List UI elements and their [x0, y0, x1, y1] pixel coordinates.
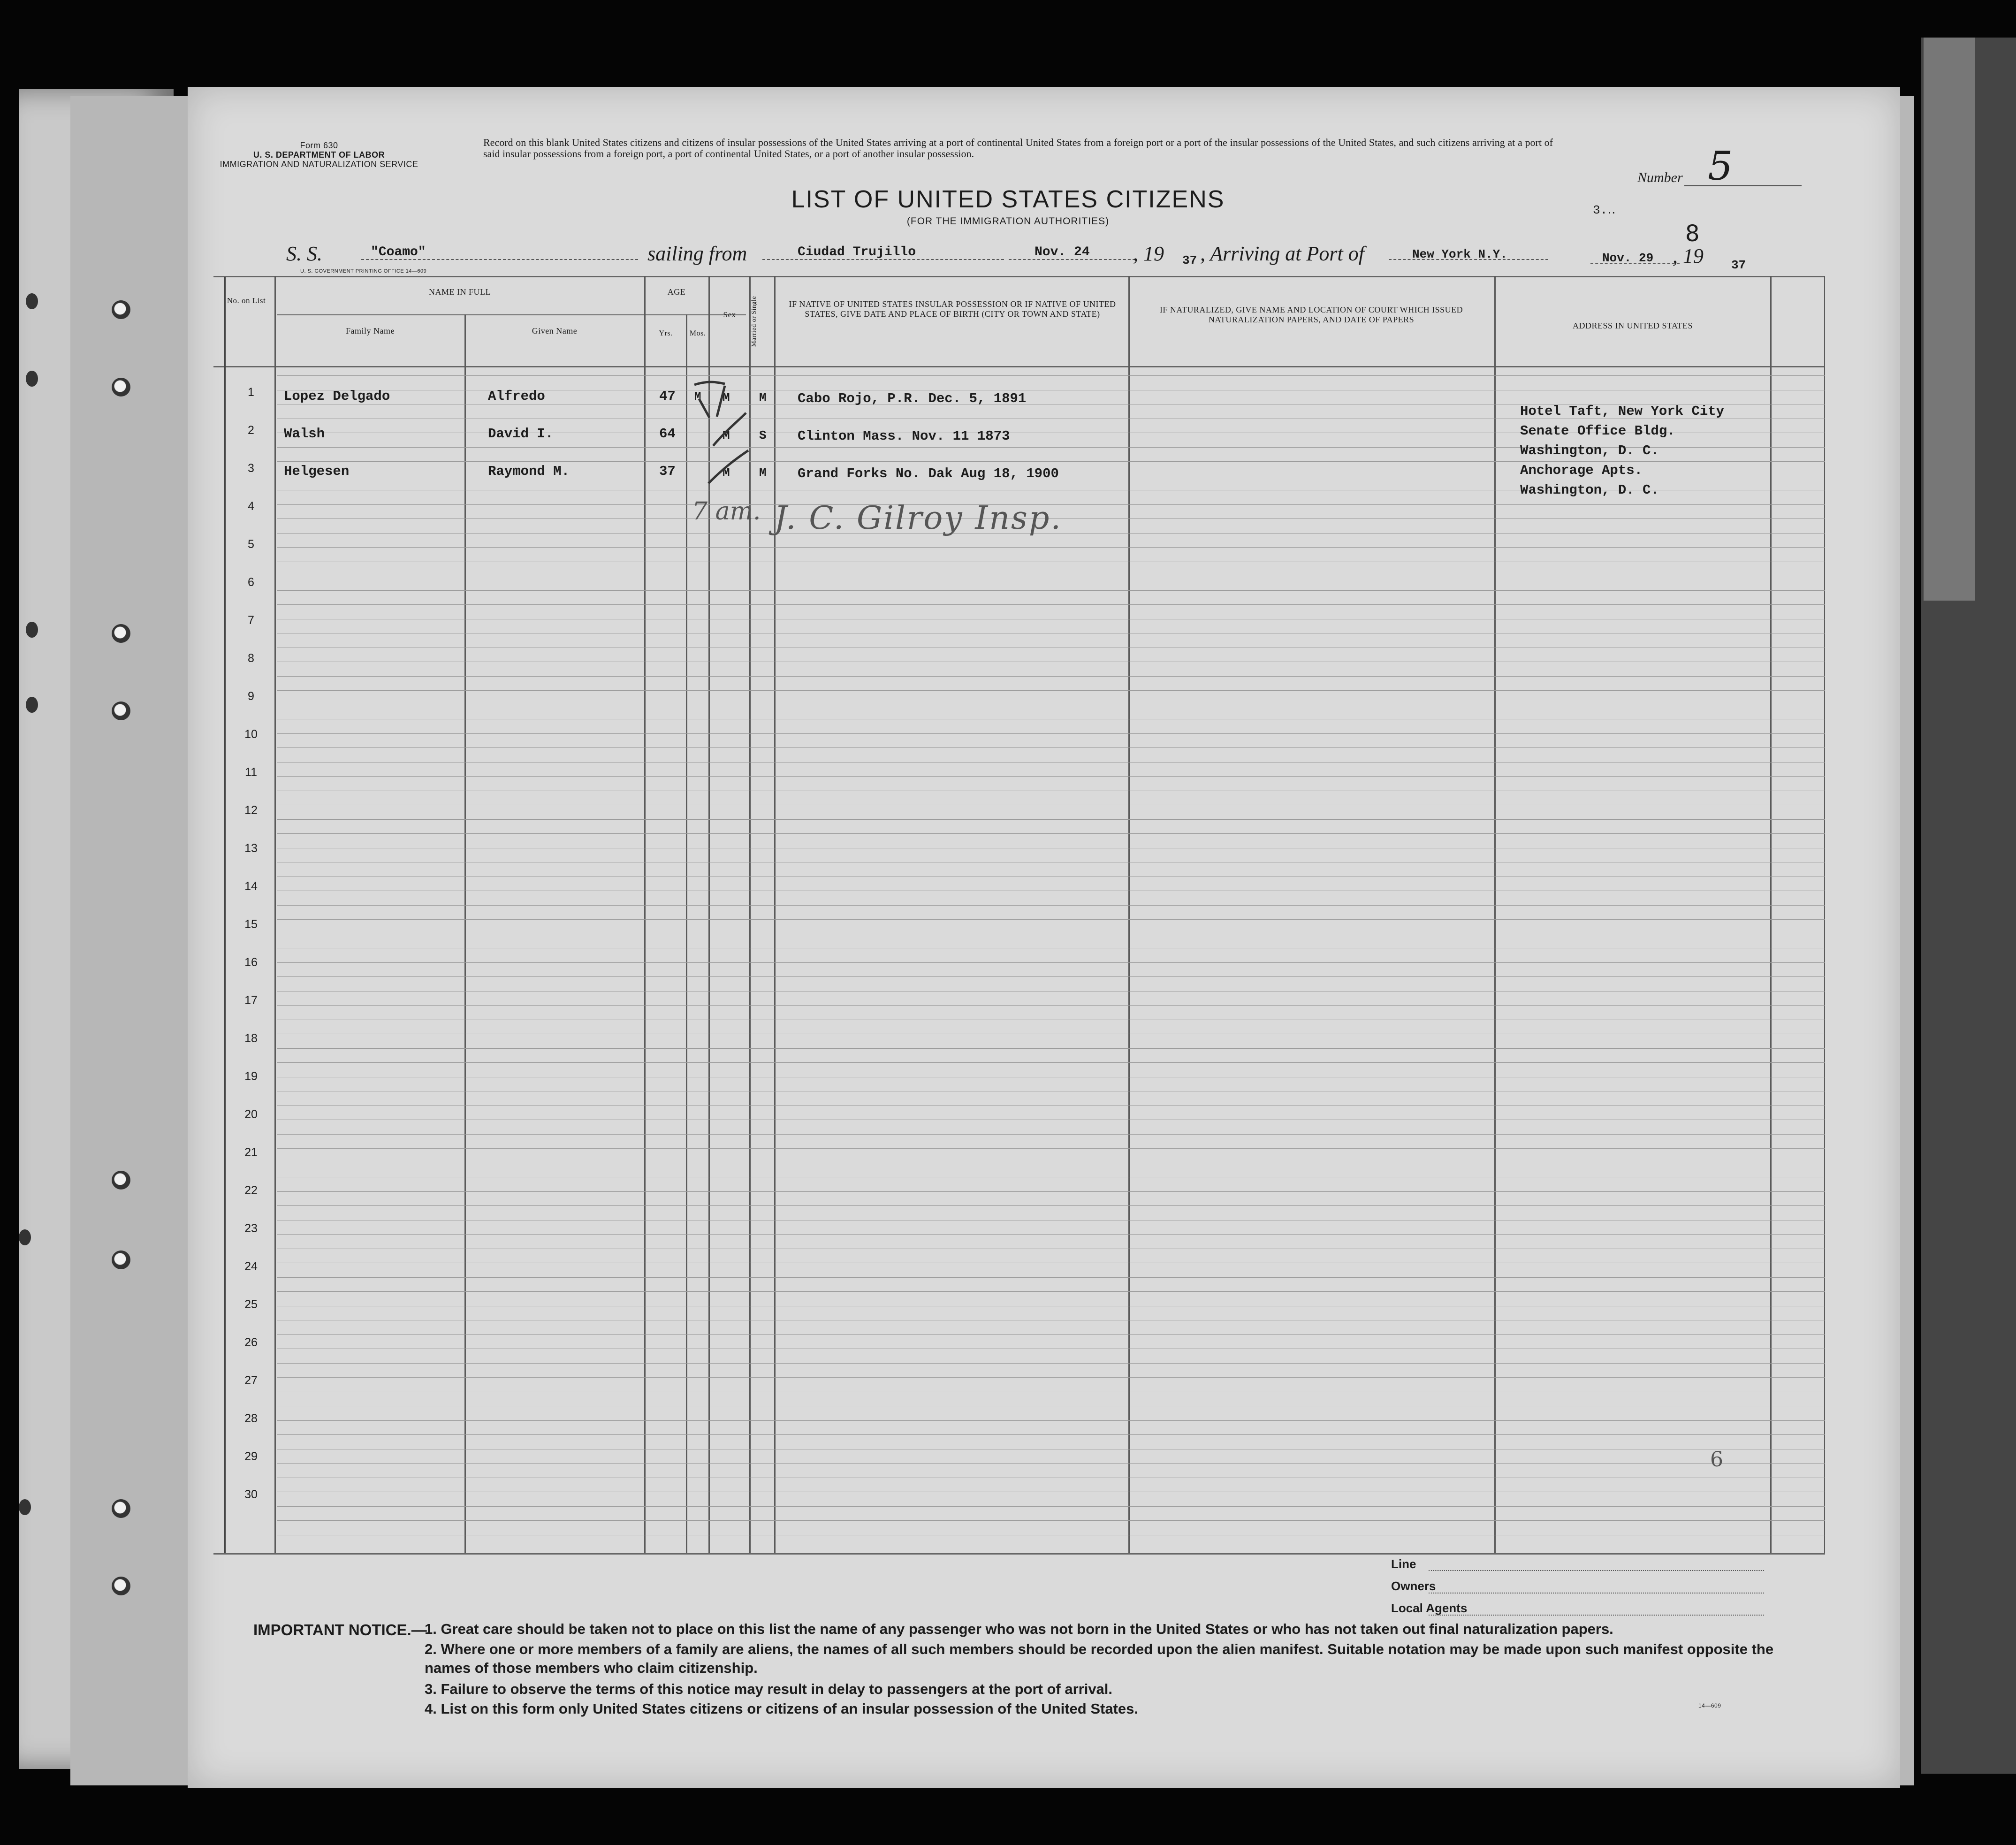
- header-bottom-rule: [213, 366, 1825, 367]
- address-line-4: Anchorage Apts.: [1520, 463, 1643, 478]
- binder-hole: [26, 371, 38, 387]
- row-1-family-name: Lopez Delgado: [284, 389, 390, 404]
- row-2-given-name: David I.: [488, 426, 554, 442]
- arrival-year-prefix: , 19: [1673, 244, 1704, 267]
- row-1-age-mos: M: [694, 391, 701, 404]
- row-3-birth: Grand Forks No. Dak Aug 18, 1900: [798, 466, 1059, 481]
- row-rule: [277, 1420, 1825, 1421]
- row-rule: [277, 747, 1825, 748]
- punch-hole: [112, 1250, 130, 1269]
- line-label: Line: [1391, 1557, 1416, 1571]
- row-rule: [277, 547, 1825, 548]
- row-3-sex: M: [723, 466, 730, 480]
- row-2-family-name: Walsh: [284, 426, 325, 442]
- row-rule: [277, 461, 1825, 462]
- row-number: 21: [244, 1146, 258, 1159]
- row-number: 24: [244, 1260, 258, 1273]
- row-rule: [277, 1205, 1825, 1206]
- list-number: 5: [1708, 143, 1733, 189]
- row-rule: [277, 1148, 1825, 1149]
- header-mos: Mos.: [689, 329, 706, 337]
- header-name-in-full: NAME IN FULL: [429, 287, 491, 297]
- owners-field: [1429, 1592, 1764, 1593]
- row-rule: [277, 1234, 1825, 1235]
- col-divider-birth: [1128, 276, 1130, 1553]
- notice-label: IMPORTANT NOTICE.—: [253, 1621, 427, 1639]
- address-line-2: Senate Office Bldg.: [1520, 423, 1675, 439]
- notice-item-4: 4. List on this form only United States citizens or citizens of an insular possession of the United States.: [425, 1700, 1138, 1717]
- row-number: 29: [244, 1450, 258, 1463]
- arriving-label: , Arriving at Port of: [1200, 242, 1364, 265]
- punch-hole: [112, 1499, 130, 1518]
- row-rule: [277, 1463, 1825, 1464]
- row-number: 12: [244, 804, 258, 817]
- row-number: 3: [248, 462, 254, 475]
- punch-hole: [112, 378, 130, 396]
- local-agents-field: [1429, 1614, 1764, 1616]
- row-rule: [277, 976, 1825, 977]
- arrival-port: New York N.Y.: [1412, 247, 1507, 261]
- row-3-family-name: Helgesen: [284, 464, 350, 479]
- header-naturalized: IF NATURALIZED, GIVE NAME AND LOCATION OF COURT WHICH ISSUED NATURALIZATION PAPERS, AND DATE OF PAPERS: [1159, 305, 1463, 324]
- sail-year-prefix: , 19: [1133, 242, 1164, 265]
- header-birth: IF NATIVE OF UNITED STATES INSULAR POSSESSION OR IF NATIVE OF UNITED STATES, GIVE DATE AND PLACE OF BIRTH (CITY OR TOWN AND STATE): [789, 299, 1116, 319]
- row-number: 30: [244, 1488, 258, 1501]
- arrival-year: 37: [1731, 258, 1746, 272]
- row-1-age-yrs: 47: [659, 389, 676, 404]
- punch-hole: [112, 1577, 130, 1595]
- row-rule: [277, 905, 1825, 906]
- punch-hole: [112, 300, 130, 319]
- address-line-3: Washington, D. C.: [1520, 443, 1659, 458]
- form-number: Form 630: [300, 141, 338, 150]
- page-subtitle: (FOR THE IMMIGRATION AUTHORITIES): [906, 216, 1110, 227]
- row-rule: [277, 733, 1825, 734]
- table-right-edge: [1824, 276, 1825, 1553]
- row-rule: [277, 676, 1825, 677]
- row-number: 22: [244, 1184, 258, 1197]
- row-1-sex: M: [723, 391, 730, 405]
- header-family-name: Family Name: [346, 326, 395, 335]
- sailing-from: Ciudad Trujillo: [798, 245, 916, 259]
- row-number: 25: [244, 1298, 258, 1311]
- notice-item-1: 1. Great care should be taken not to place on this list the name of any passenger who was not born in the United States or who has not taken out final naturalization papers.: [425, 1621, 1613, 1637]
- ss-label: S. S.: [286, 242, 322, 265]
- row-rule: [277, 1334, 1825, 1335]
- binder-hole: [19, 1229, 31, 1245]
- row-number: 14: [244, 880, 258, 893]
- row-2-birth: Clinton Mass. Nov. 11 1873: [798, 428, 1010, 444]
- row-2-sex: M: [723, 428, 730, 442]
- arrival-date: Nov. 29: [1602, 251, 1654, 265]
- row-3-given-name: Raymond M.: [488, 464, 570, 479]
- row-number: 7: [248, 614, 254, 627]
- row-number: 4: [248, 500, 254, 513]
- binding-rail: [224, 277, 226, 1553]
- printing-note: U. S. GOVERNMENT PRINTING OFFICE 14—609: [300, 268, 427, 274]
- col-divider-marital: [774, 276, 776, 1553]
- page-title: LIST OF UNITED STATES CITIZENS: [791, 186, 1225, 213]
- local-agents-label: Local Agents: [1391, 1601, 1468, 1615]
- row-1-given-name: Alfredo: [488, 389, 545, 404]
- row-number: 9: [248, 690, 254, 703]
- sailing-label: sailing from: [647, 242, 747, 265]
- page-mark: 6: [1710, 1448, 1723, 1471]
- col-divider-given: [644, 276, 646, 1553]
- row-rule: [277, 1520, 1825, 1521]
- ship-name: "Coamo": [371, 245, 426, 259]
- row-rule: [277, 1134, 1825, 1135]
- intro-text: Record on this blank United States citizens and citizens of insular possessions of the United States arriving at a port of continental United States from a foreign port or a port of the insular possessions of the United States, and such citizens arriving at a port of said insular possessions from a foreign port, a port of continental United States, or a port of another insular possession.: [483, 137, 1553, 160]
- row-rule: [277, 1363, 1825, 1364]
- row-number: 5: [248, 538, 254, 551]
- row-rule: [277, 1105, 1825, 1106]
- manifest-sheet: [188, 87, 1900, 1788]
- row-3-age-yrs: 37: [659, 464, 676, 479]
- owners-label: Owners: [1391, 1579, 1436, 1593]
- punch-hole: [112, 624, 130, 643]
- row-rule: [277, 604, 1825, 605]
- row-rule: [277, 1434, 1825, 1435]
- row-2-marital: S: [759, 428, 767, 442]
- header-married-or-single: Married or Single: [751, 296, 758, 347]
- footer-code: 14—609: [1698, 1702, 1721, 1709]
- row-number: 2: [248, 424, 254, 437]
- row-number: 10: [244, 728, 258, 741]
- row-rule: [277, 1191, 1825, 1192]
- row-number: 23: [244, 1222, 258, 1235]
- row-rule: [277, 919, 1825, 920]
- handwritten-check-marks: [680, 375, 755, 497]
- punch-hole: [112, 701, 130, 720]
- row-number: 18: [244, 1032, 258, 1045]
- stamp-marks: 3.‥: [1593, 203, 1616, 217]
- punch-hole: [112, 1171, 130, 1189]
- row-number: 6: [248, 576, 254, 589]
- row-rule: [277, 1048, 1825, 1049]
- row-number: 16: [244, 956, 258, 969]
- notice-item-3: 3. Failure to observe the terms of this notice may result in delay to passengers at the port of arrival.: [425, 1681, 1113, 1697]
- row-number: 19: [244, 1070, 258, 1083]
- sail-year: 37: [1182, 253, 1197, 267]
- row-rule: [277, 1506, 1825, 1507]
- line-field: [1429, 1570, 1764, 1571]
- row-rule: [277, 1291, 1825, 1292]
- binder-hole: [26, 293, 38, 309]
- arrival-day-handwritten: 8: [1685, 221, 1700, 247]
- col-divider-no: [274, 276, 276, 1553]
- row-rule: [277, 375, 1825, 376]
- notice-item-2: 2. Where one or more members of a family are aliens, the names of all such members should be recorded upon the alien manifest. Suitable notation may be made upon such manifest opposite the names of those members who claim citizenship.: [425, 1641, 1774, 1676]
- sail-date: Nov. 24: [1035, 245, 1090, 259]
- header-address: ADDRESS IN UNITED STATES: [1572, 321, 1693, 330]
- row-number: 20: [244, 1108, 258, 1121]
- row-1-marital: M: [759, 391, 767, 405]
- table-top-rule: [213, 276, 1825, 277]
- handwritten-time-note: 7 am.: [692, 497, 761, 526]
- row-number: 15: [244, 918, 258, 931]
- header-age: AGE: [667, 287, 686, 297]
- row-rule: [277, 1277, 1825, 1278]
- inspector-signature: J. C. Gilroy Insp.: [774, 500, 1063, 537]
- row-number: 1: [248, 386, 254, 399]
- binder-hole: [19, 1499, 31, 1515]
- department: U. S. DEPARTMENT OF LABOR: [253, 150, 385, 160]
- service: IMMIGRATION AND NATURALIZATION SERVICE: [220, 160, 418, 169]
- row-2-age-yrs: 64: [659, 426, 676, 442]
- binder-hole: [26, 622, 38, 638]
- address-line-5: Washington, D. C.: [1520, 482, 1659, 498]
- row-rule: [277, 833, 1825, 834]
- row-number: 28: [244, 1412, 258, 1425]
- col-divider-naturalized: [1494, 276, 1496, 1553]
- binder-hole: [26, 697, 38, 713]
- table-bottom-rule: [213, 1553, 1825, 1555]
- row-number: 27: [244, 1374, 258, 1387]
- row-number: 26: [244, 1336, 258, 1349]
- header-given-name: Given Name: [532, 326, 578, 335]
- row-number: 8: [248, 652, 254, 665]
- header-sex: Sex: [723, 310, 736, 319]
- row-rule: [277, 962, 1825, 963]
- header-no-on-list: No. on List: [227, 296, 266, 305]
- row-rule: [277, 690, 1825, 691]
- col-divider-address: [1770, 276, 1772, 1553]
- row-1-birth: Cabo Rojo, P.R. Dec. 5, 1891: [798, 391, 1027, 406]
- name-age-header-rule: [277, 314, 746, 315]
- binder-right-strip: [1924, 38, 1975, 601]
- row-number: 17: [244, 994, 258, 1007]
- number-label: Number: [1637, 170, 1683, 185]
- row-rule: [277, 590, 1825, 591]
- row-rule: [277, 1377, 1825, 1378]
- row-rule: [277, 1062, 1825, 1063]
- row-rule: [277, 1005, 1825, 1006]
- row-number: 13: [244, 842, 258, 855]
- form-identifier: [216, 141, 422, 169]
- address-line-1: Hotel Taft, New York City: [1520, 404, 1725, 419]
- row-rule: [277, 819, 1825, 820]
- header-yrs: Yrs.: [659, 329, 673, 337]
- row-number: 11: [245, 766, 257, 779]
- row-3-marital: M: [759, 466, 767, 480]
- row-rule: [277, 776, 1825, 777]
